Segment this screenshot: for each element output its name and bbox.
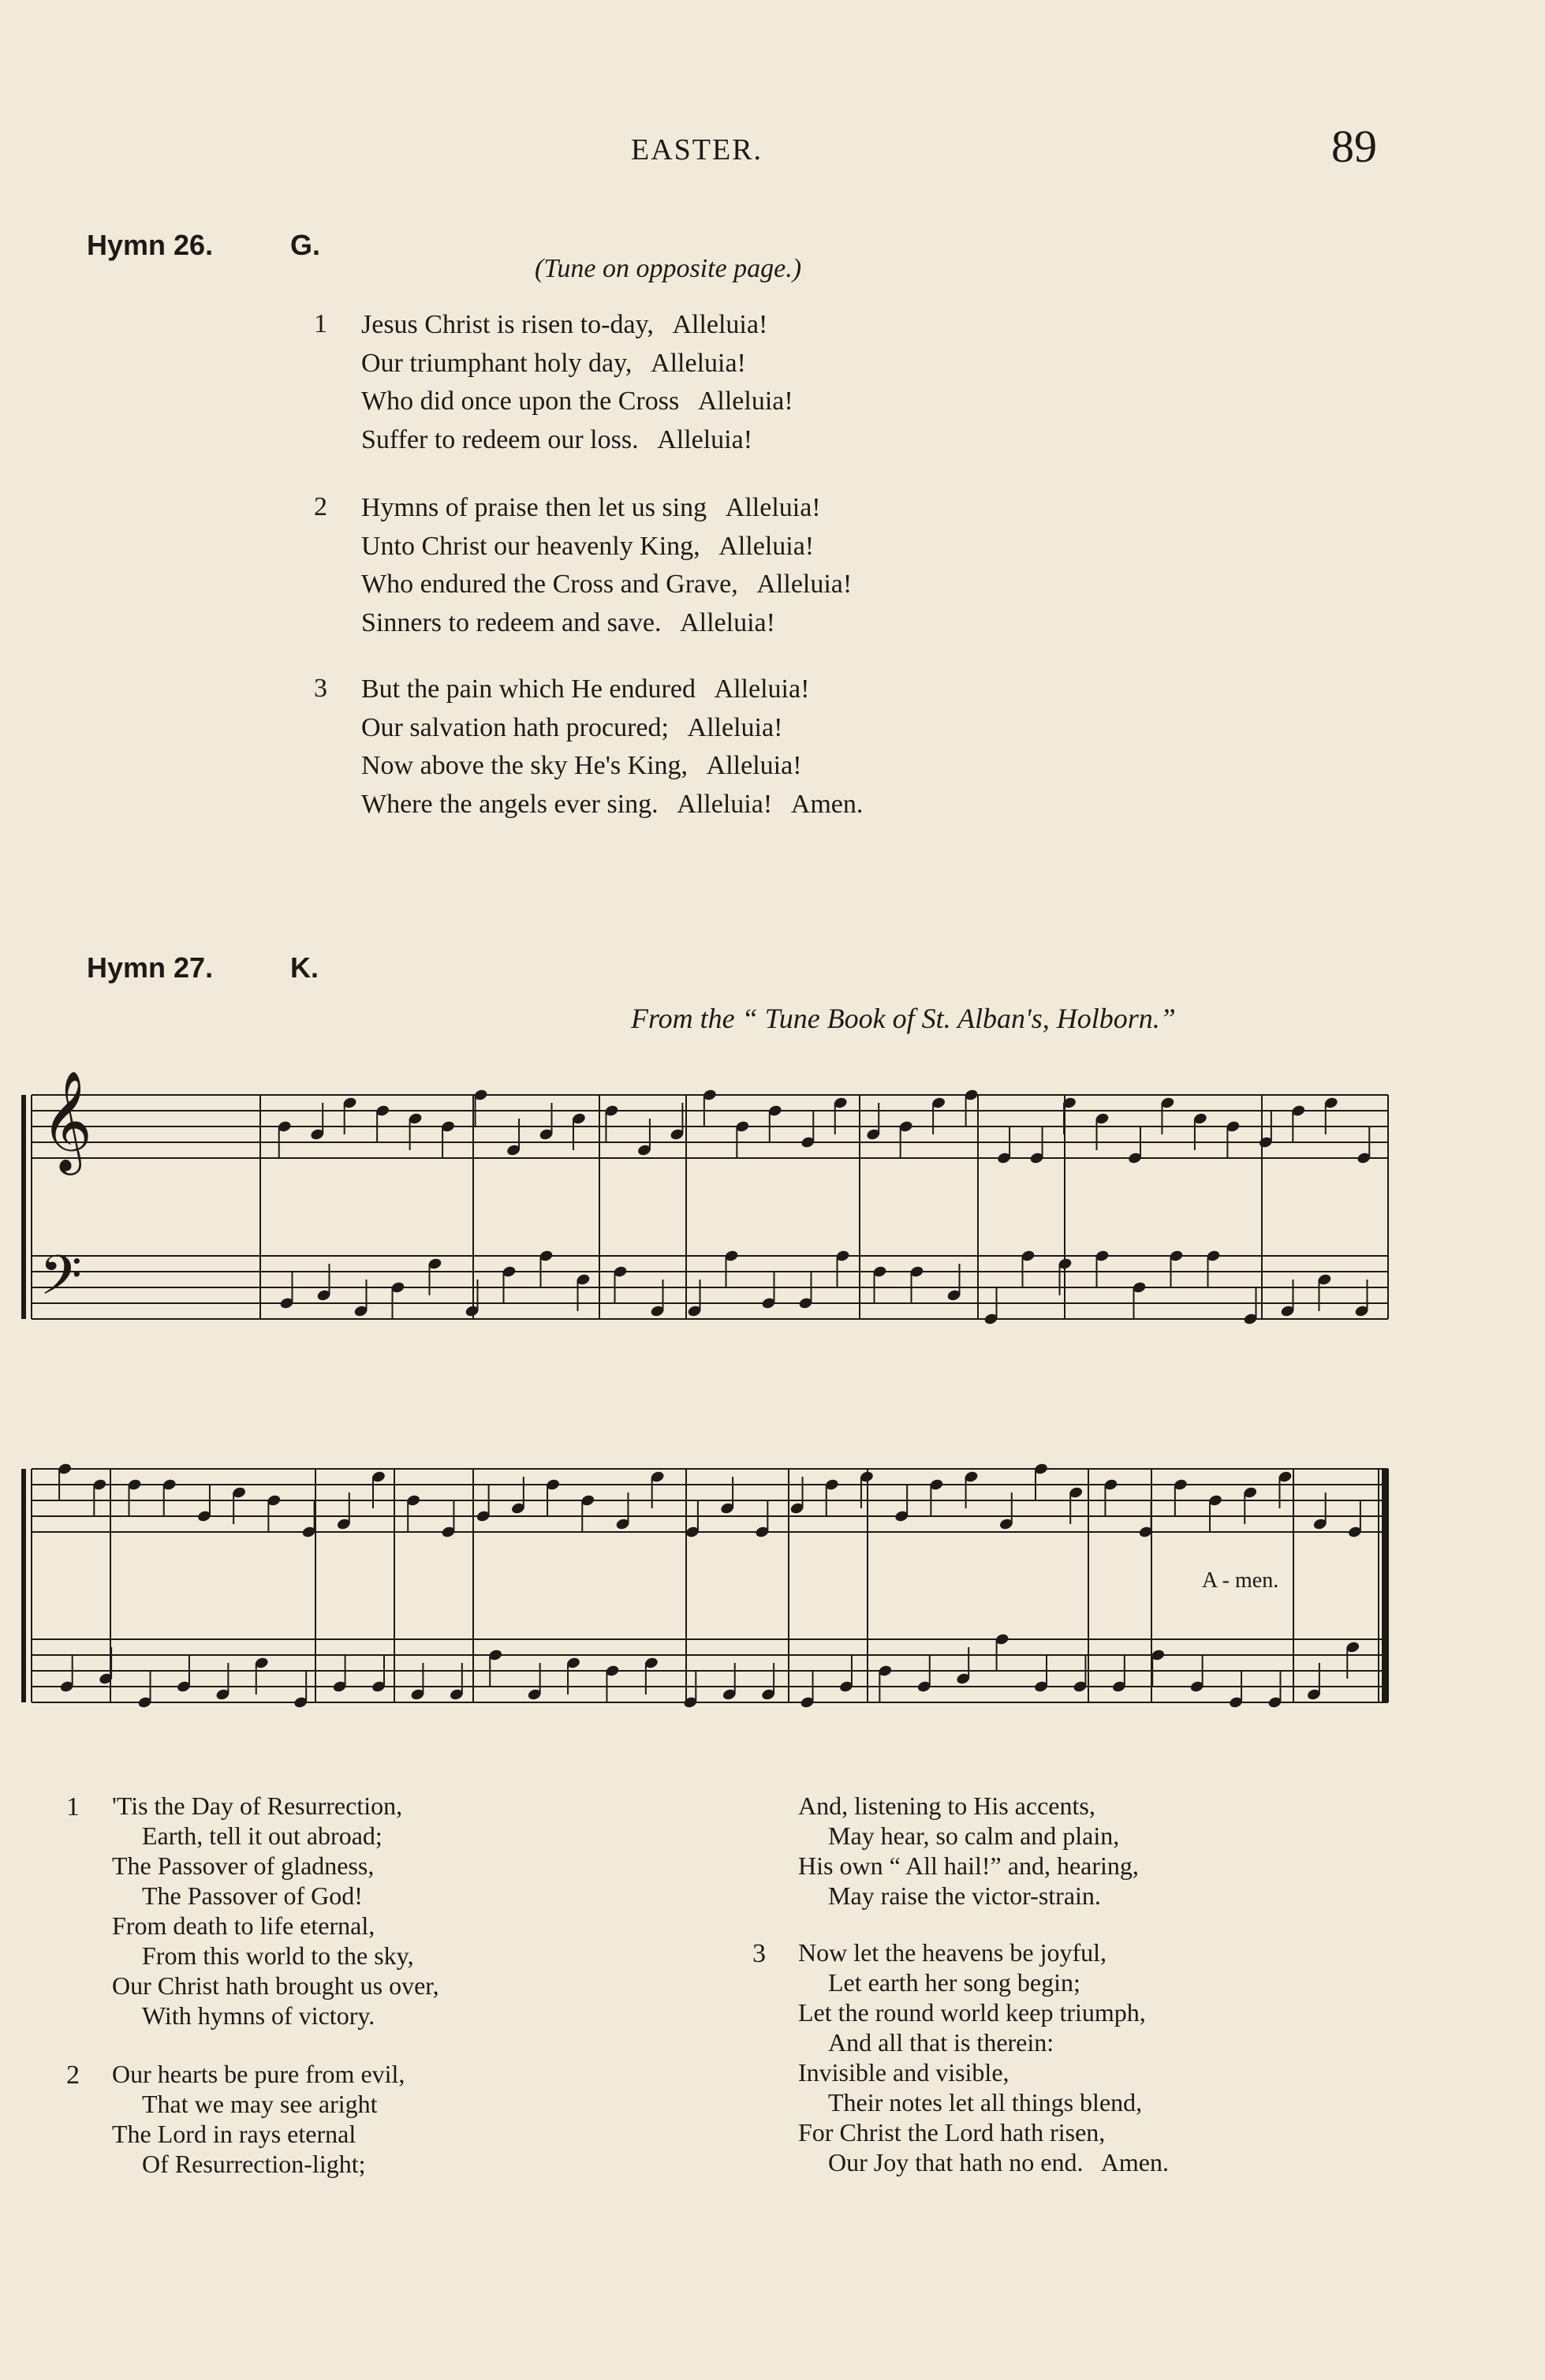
hymn-26-verse-2-number: 2 (314, 492, 327, 521)
running-header: EASTER. (631, 133, 763, 166)
hymn-27-verse-1 (112, 1791, 439, 2031)
page-number: 89 (1331, 121, 1377, 172)
hymn-27-verse-2-continued (798, 1791, 1139, 1911)
verse-line: Who endured the Cross and Grave, Alleluia! (361, 570, 853, 599)
hymn-26-tune-letter: G. (290, 229, 321, 261)
verse-line: His own “ All hail!” and, hearing, (798, 1851, 1139, 1880)
verse-line: Sinners to redeem and save. Alleluia! (361, 607, 775, 637)
verse-line: From this world to the sky, (142, 1941, 414, 1970)
hymn-27-verse-2-number: 2 (66, 2061, 80, 2090)
verse-line: May raise the victor-strain. (828, 1881, 1101, 1910)
verse-line: From death to life eternal, (112, 1911, 375, 1940)
verse-line: Let the round world keep triumph, (798, 1998, 1146, 2027)
verse-line: Jesus Christ is risen to-day, Alleluia! (361, 310, 768, 339)
hymn-26-verse-1-number: 1 (314, 309, 327, 338)
verse-line: Let earth her song begin; (828, 1968, 1080, 1997)
treble-clef-icon: 𝄞 (41, 1070, 93, 1171)
verse-line: Suffer to redeem our loss. Alleluia! (361, 424, 753, 454)
hymn-26-verse-3-number: 3 (314, 674, 327, 703)
verse-line: Unto Christ our heavenly King, Alleluia! (361, 531, 815, 561)
hymn-27-verse-3 (798, 1937, 1169, 2177)
verse-line: But the pain which He endured Alleluia! (361, 674, 810, 704)
verse-line: The Lord in rays eternal (112, 2120, 356, 2148)
hymn-27-source-note: From the “ Tune Book of St. Alban's, Holborn.” (631, 1003, 1176, 1034)
hymn-27-verse-2 (112, 2059, 405, 2179)
verse-line: Now above the sky He's King, Alleluia! (361, 751, 802, 780)
hymn-27-verse-3-number: 3 (752, 1939, 766, 1968)
verse-line: With hymns of victory. (142, 2001, 375, 2030)
verse-line: For Christ the Lord hath risen, (798, 2118, 1106, 2146)
hymn-27-tune-letter: K. (290, 951, 319, 984)
verse-line: Who did once upon the Cross Alleluia! (361, 387, 793, 416)
verse-line: Our Christ hath brought us over, (112, 1971, 439, 2000)
verse-line: Our salvation hath procured; Alleluia! (361, 712, 783, 742)
verse-line: And all that is therein: (828, 2028, 1054, 2057)
verse-line: And, listening to His accents, (798, 1792, 1095, 1820)
hymn-27-verse-1-number: 1 (66, 1792, 80, 1821)
hymn-27-label: Hymn 27. (87, 951, 214, 984)
hymn-26-label: Hymn 26. (87, 229, 214, 261)
verse-line: Hymns of praise then let us sing Alleluia! (361, 493, 821, 522)
verse-line: May hear, so calm and plain, (828, 1821, 1120, 1850)
verse-line: That we may see aright (142, 2090, 378, 2118)
hymn-26-tune-note: (Tune on opposite page.) (535, 254, 802, 283)
verse-line: The Passover of gladness, (112, 1851, 375, 1880)
verse-line: Our triumphant holy day, Alleluia! (361, 348, 746, 378)
bass-clef-icon: 𝄢 (39, 1243, 83, 1321)
verse-line: Now let the heavens be joyful, (798, 1938, 1107, 1967)
verse-line: Earth, tell it out abroad; (142, 1821, 383, 1850)
verse-line: The Passover of God! (142, 1881, 363, 1910)
verse-line: Our Joy that hath no end. Amen. (828, 2148, 1169, 2176)
verse-line: Where the angels ever sing. Alleluia! Amen. (361, 789, 864, 819)
verse-line: 'Tis the Day of Resurrection, (112, 1792, 403, 1820)
verse-line: Our hearts be pure from evil, (112, 2060, 405, 2088)
verse-line: Of Resurrection-light; (142, 2150, 366, 2178)
verse-line: Their notes let all things blend, (828, 2088, 1143, 2117)
amen-lyric: A - men. (1202, 1568, 1279, 1593)
verse-line: Invisible and visible, (798, 2058, 1009, 2087)
